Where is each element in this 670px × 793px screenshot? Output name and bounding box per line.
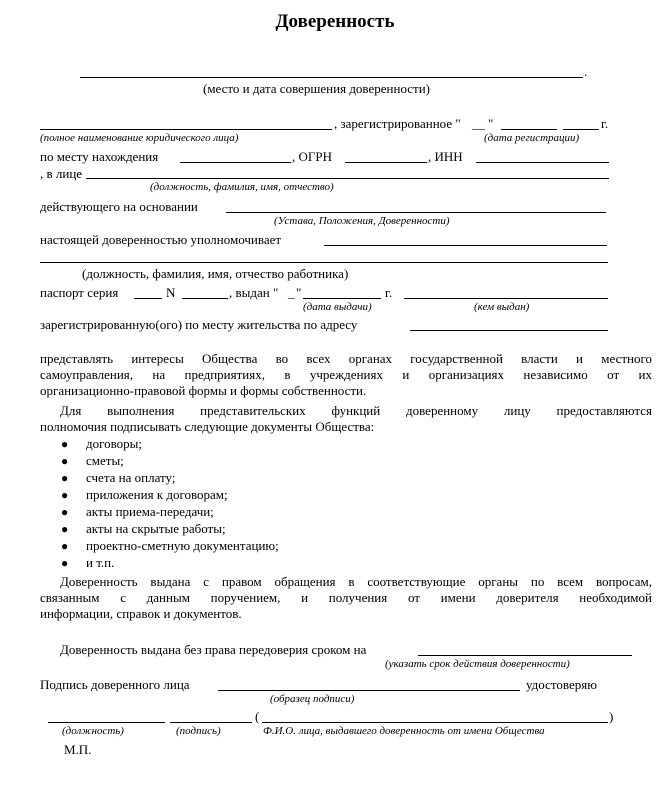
bullet-icon: ● (61, 471, 69, 485)
list-item (61, 453, 124, 469)
paragraph-3-line-3: информации, справок и документов. (40, 606, 242, 621)
location-label: по месту нахождения (40, 149, 159, 164)
ogrn-line[interactable] (345, 162, 427, 163)
seal-label: М.П. (64, 742, 92, 757)
paragraph-1-line-1: представлять интересы Общества во всех органах государственной власти и местного (40, 351, 652, 366)
issued-year-suffix: г. (385, 285, 393, 300)
bullet-icon: ● (61, 505, 69, 519)
paragraph-1-line-2: самоуправления, на предприятиях, в учреждениях и организациях независимо от их (40, 367, 652, 382)
list-item-text: акты на скрытые работы; (86, 521, 226, 536)
list-item (61, 436, 143, 452)
paragraph-2-line-2: полномочия подписывать следующие документы Общества: (40, 419, 375, 434)
list-item (61, 521, 226, 537)
bullet-icon: ● (61, 437, 69, 451)
passport-number-line[interactable] (182, 298, 228, 299)
bullet-icon: ● (61, 522, 69, 536)
issuer-sign-hint: (подпись) (176, 725, 221, 737)
list-item-text: договоры; (86, 436, 143, 451)
place-date-line[interactable] (80, 77, 583, 78)
list-item-text: акты приема-передачи; (86, 504, 214, 519)
position-fio-hint: (должность, фамилия, имя, отчество) (150, 181, 334, 193)
bullet-icon: ● (61, 454, 69, 468)
list-item (61, 538, 279, 554)
issuer-fio-hint: Ф.И.О. лица, выдавшего доверенность от имени Общества (263, 725, 545, 737)
inn-line[interactable] (476, 162, 609, 163)
certify-label: удостоверяю (526, 677, 597, 692)
residence-line[interactable] (410, 330, 608, 331)
employee-line[interactable] (40, 262, 608, 263)
org-registered-label: , зарегистрированное " (334, 116, 461, 131)
list-item (61, 504, 214, 520)
bullet-icon: ● (61, 556, 69, 570)
org-name-line[interactable] (40, 129, 332, 130)
ogrn-label: , ОГРН (292, 149, 333, 164)
reg-year-line[interactable] (563, 129, 599, 130)
place-date-hint: (место и дата совершения доверенности) (203, 81, 431, 96)
term-hint: (указать срок действия доверенности) (385, 658, 570, 670)
list-item (61, 487, 228, 503)
issuer-position-hint: (должность) (62, 725, 124, 737)
issued-by-hint: (кем выдан) (474, 301, 530, 313)
issued-month-line[interactable] (303, 298, 381, 299)
org-name-hint: (полное наименование юридического лица) (40, 132, 239, 144)
document-title: Доверенность (275, 11, 395, 32)
issuer-sign-line[interactable] (170, 722, 252, 723)
reg-day-blank: __ (472, 116, 485, 131)
issued-day-blank: _ (288, 285, 295, 300)
list-item-text: и т.п. (86, 555, 115, 570)
term-line[interactable] (418, 655, 632, 656)
list-item (61, 555, 115, 571)
passport-series-line[interactable] (134, 298, 162, 299)
issuer-position-line[interactable] (48, 722, 165, 723)
location-line[interactable] (180, 162, 291, 163)
reg-year-suffix: г. (601, 116, 609, 131)
list-item-text: сметы; (86, 453, 124, 468)
bullet-icon: ● (61, 539, 69, 553)
list-item-text: проектно-сметную документацию; (86, 538, 279, 553)
paragraph-3-line-1: Доверенность выдана с правом обращения в соответствующие органы по всем вопросам, (60, 574, 652, 589)
issue-date-hint: (дата выдачи) (303, 301, 372, 313)
passport-series-label: паспорт серия (40, 285, 119, 300)
reg-date-hint: (дата регистрации) (484, 132, 580, 144)
issuer-fio-paren-open: ( (255, 709, 260, 724)
inn-label: , ИНН (428, 149, 463, 164)
issuer-fio-paren-close: ) (609, 709, 614, 724)
list-item (61, 470, 176, 486)
reg-month-line[interactable] (501, 129, 557, 130)
issued-day-quote: " (296, 285, 302, 300)
acting-label: действующего на основании (40, 199, 198, 214)
basis-hint: (Устава, Положения, Доверенности) (274, 215, 450, 227)
bullet-icon: ● (61, 488, 69, 502)
acting-basis-line[interactable] (226, 212, 606, 213)
reg-day-quote: " (488, 116, 494, 131)
issued-label: , выдан " (229, 285, 279, 300)
issued-by-line[interactable] (404, 298, 608, 299)
term-label: Доверенность выдана без права передоверия сроком на (60, 642, 367, 657)
list-item-text: счета на оплату; (86, 470, 176, 485)
passport-n-label: N (166, 285, 176, 300)
authorize-line[interactable] (324, 245, 607, 246)
authorize-label: настоящей доверенностью уполномочивает (40, 232, 282, 247)
signature-sample-hint: (образец подписи) (270, 693, 355, 705)
person-line[interactable] (86, 178, 609, 179)
signature-sample-line[interactable] (218, 690, 520, 691)
residence-label: зарегистрированную(ого) по месту жительства по адресу (40, 317, 358, 332)
list-item-text: приложения к договорам; (86, 487, 228, 502)
signature-label: Подпись доверенного лица (40, 677, 190, 692)
place-date-line-dot: . (584, 64, 588, 79)
paragraph-3-line-2: связанным с данным поручением, и получения от имени доверителя необходимой (40, 590, 652, 605)
person-label: , в лице (40, 166, 83, 181)
paragraph-2-line-1: Для выполнения представительских функций доверенному лицу предоставляются (60, 403, 652, 418)
employee-hint: (должность, фамилия, имя, отчество работника) (82, 266, 349, 281)
paragraph-1-line-3: организационно-правовой формы и формы собственности. (40, 383, 367, 398)
issuer-fio-line[interactable] (262, 722, 608, 723)
